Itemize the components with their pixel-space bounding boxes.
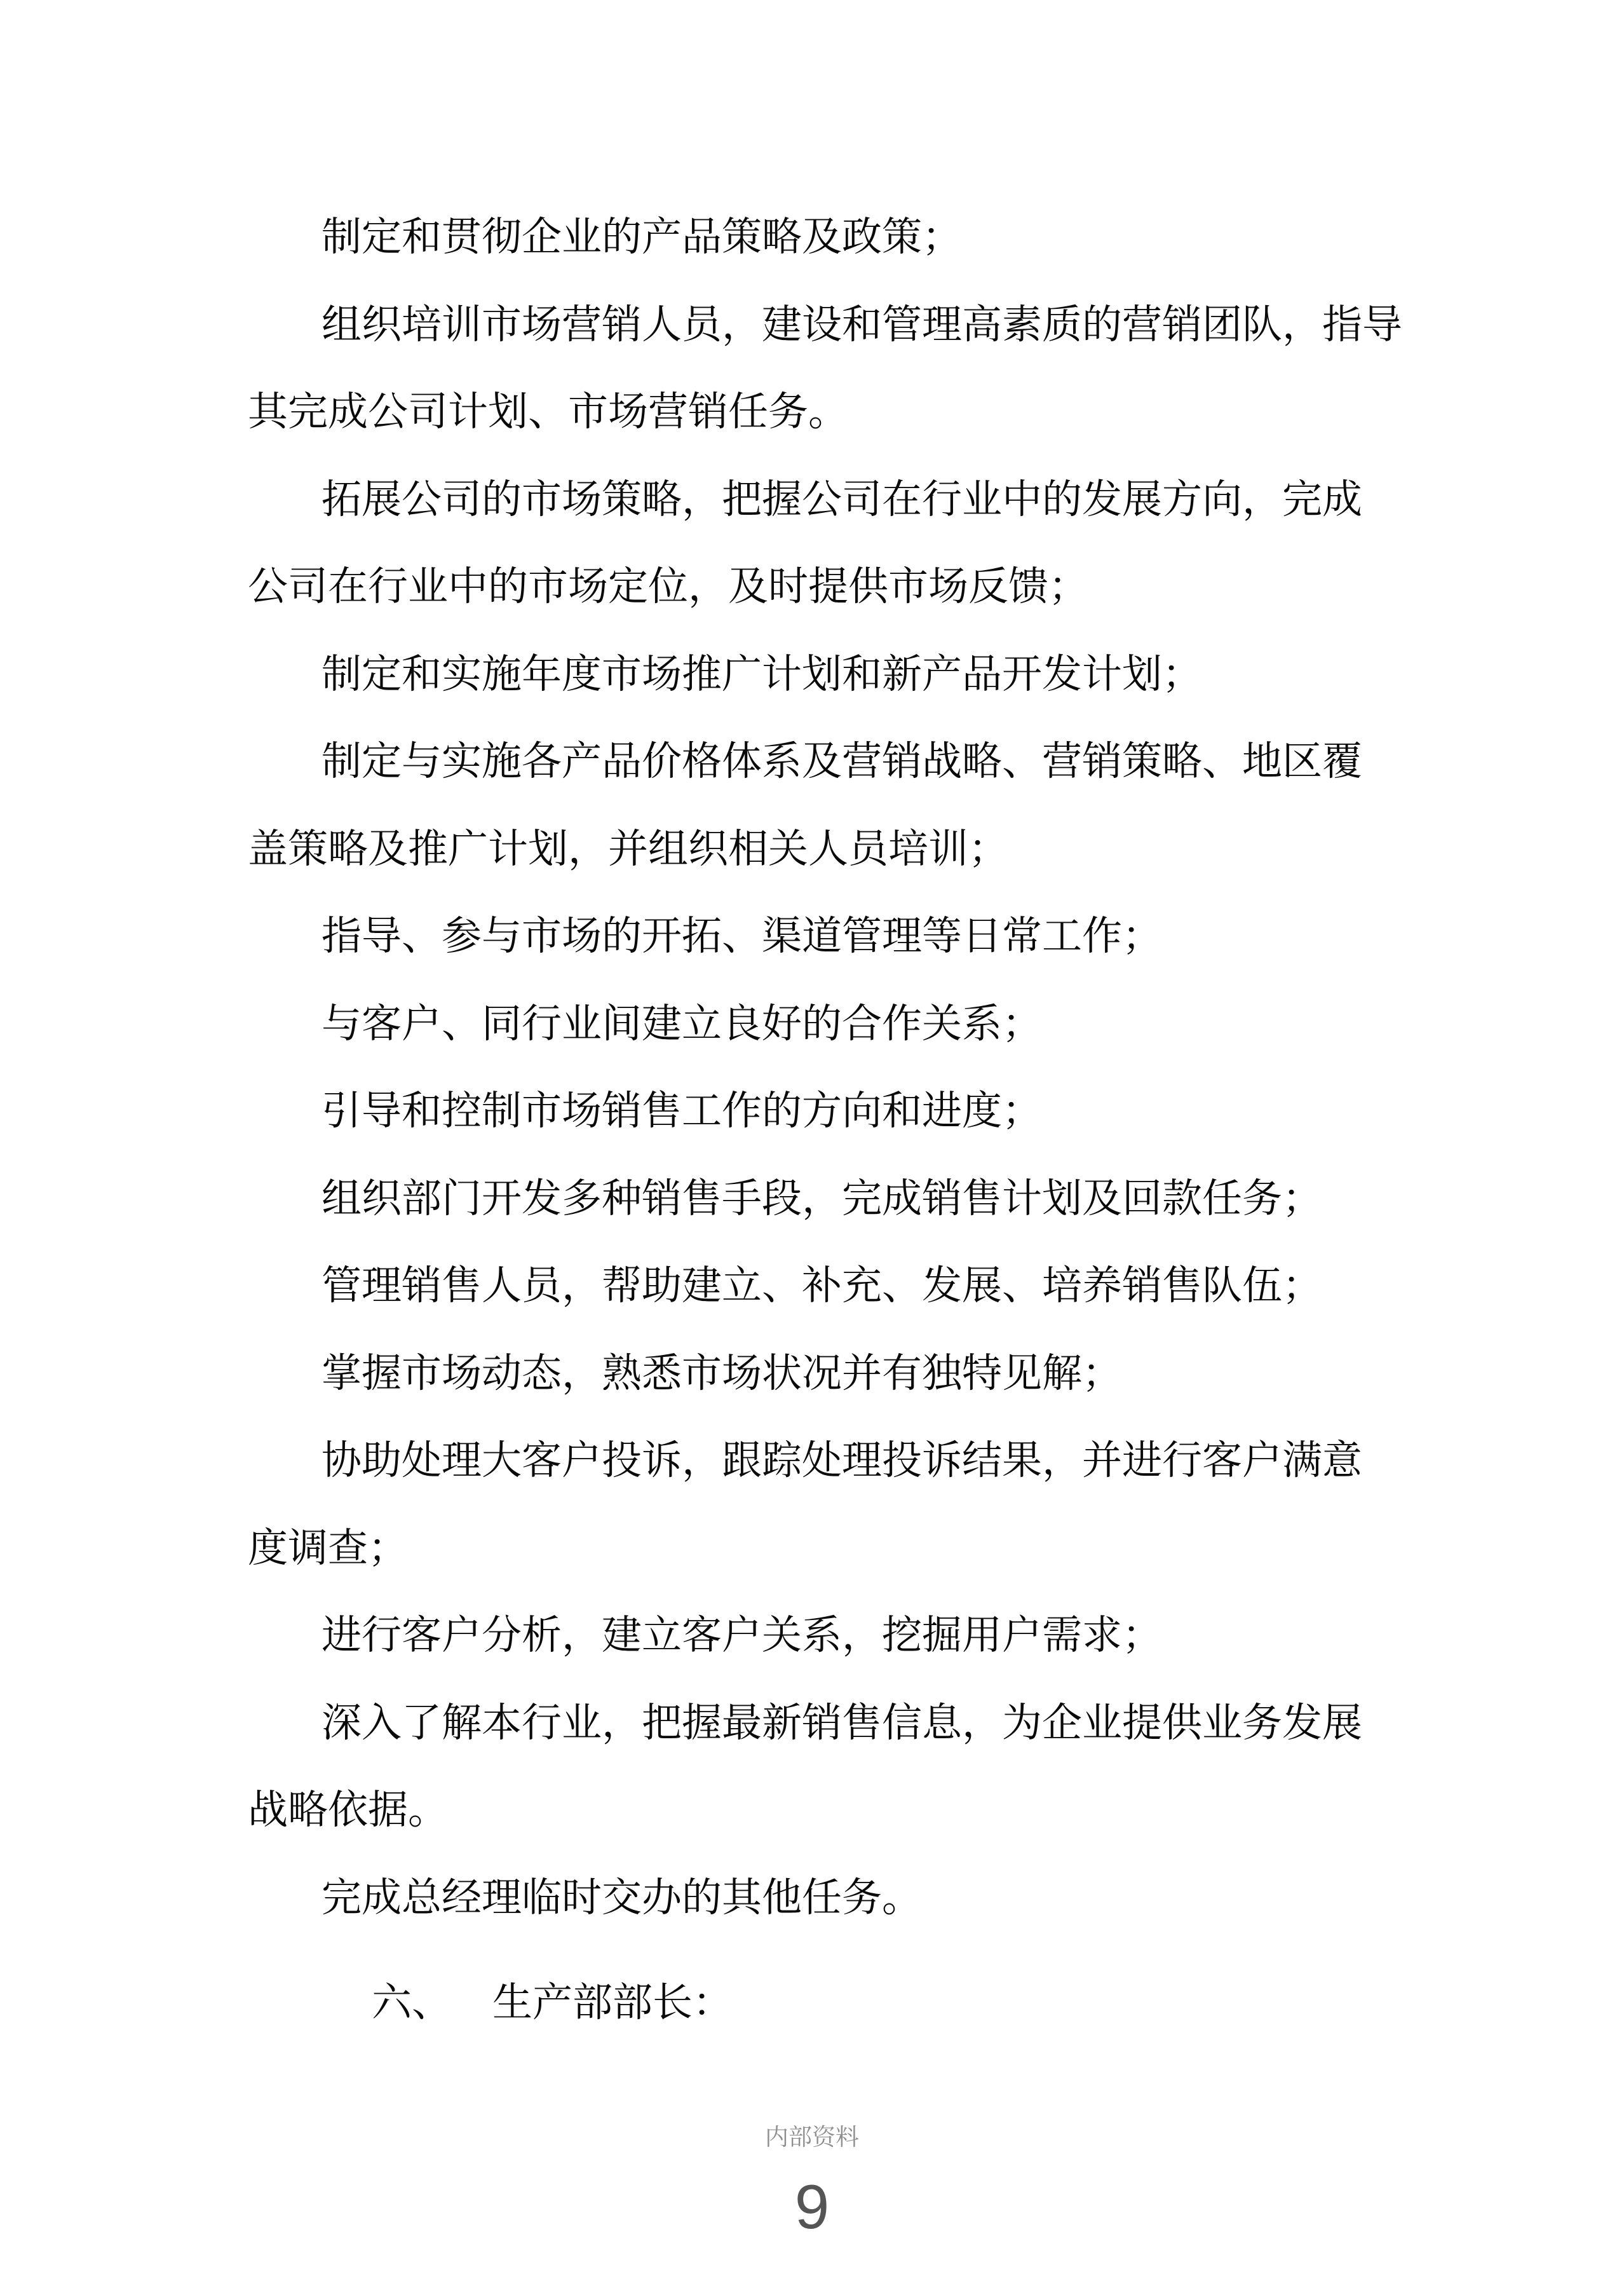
text-line: 公司在行业中的市场定位，及时提供市场反馈； — [248, 564, 1088, 609]
heading-number: 六、 — [372, 1980, 452, 2025]
text-line: 进行客户分析，建立客户关系，挖掘用户需求； — [321, 1613, 1162, 1658]
text-line: 制定和贯彻企业的产品策略及政策； — [321, 215, 962, 259]
text-line: 与客户、同行业间建立良好的合作关系； — [321, 1001, 1042, 1046]
text-line: 制定和实施年度市场推广计划和新产品开发计划； — [321, 651, 1202, 697]
text-line: 管理销售人员，帮助建立、补充、发展、培养销售队伍； — [321, 1263, 1322, 1308]
text-line: 完成总经理临时交办的其他任务。 — [321, 1875, 922, 1920]
doc-lines — [248, 194, 1550, 1942]
text-line: 组织培训市场营销人员，建设和管理高素质的营销团队，指导 — [321, 302, 1402, 347]
text-line: 引导和控制市场销售工作的方向和进度； — [321, 1089, 1042, 1133]
text-line: 掌握市场动态，熟悉市场状况并有独特见解； — [321, 1351, 1122, 1396]
text-line: 盖策略及推广计划，并组织相关人员培训； — [248, 826, 1008, 871]
text-line: 度调查； — [248, 1525, 408, 1570]
page-number: 9 — [794, 2172, 830, 2242]
text-line: 其完成公司计划、市场营销任务。 — [248, 390, 848, 434]
text-line: 制定与实施各产品价格体系及营销战略、营销策略、地区覆 — [321, 739, 1362, 784]
section-heading — [248, 1959, 1550, 2047]
text-line: 深入了解本行业，把握最新销售信息，为企业提供业务发展 — [321, 1700, 1362, 1745]
text-line: 战略依据。 — [248, 1788, 448, 1832]
document-body — [248, 194, 1550, 2047]
text-line: 指导、参与市场的开拓、渠道管理等日常工作； — [321, 914, 1162, 958]
footer-watermark: 内部资料 — [765, 2124, 859, 2150]
text-line: 拓展公司的市场策略，把握公司在行业中的发展方向，完成 — [321, 477, 1362, 522]
text-line: 协助处理大客户投诉，跟踪处理投诉结果，并进行客户满意 — [321, 1438, 1362, 1483]
heading-title: 生产部部长： — [492, 1980, 733, 2025]
text-line: 组织部门开发多种销售手段，完成销售计划及回款任务； — [321, 1176, 1322, 1221]
